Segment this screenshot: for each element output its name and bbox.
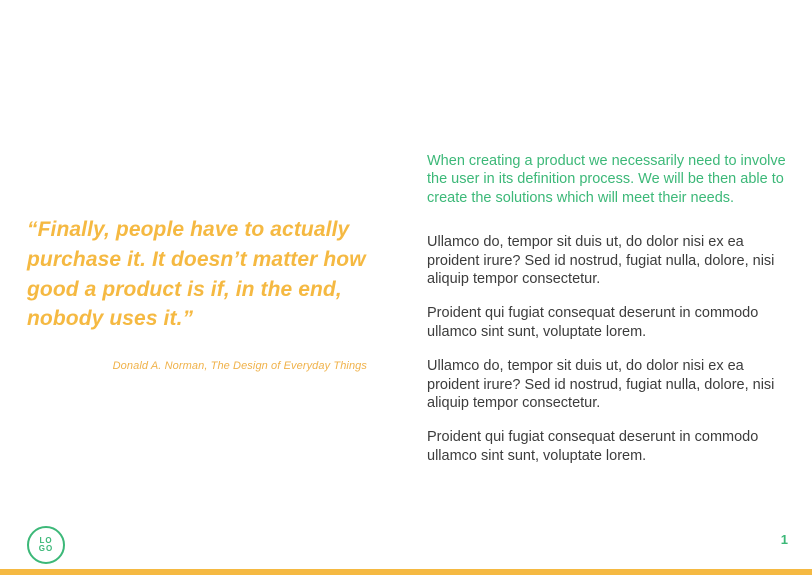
page-number: 1 (780, 532, 788, 547)
bottom-accent-bar (0, 569, 812, 575)
lead-paragraph: When creating a product we necessarily need to involve the user in its definition process. We will be then able to create the solutions which will meet their needs. (427, 153, 786, 206)
logo-line-1: LO (39, 535, 53, 545)
logo (27, 526, 65, 564)
logo-line-2: GO (38, 544, 54, 553)
body-paragraph-3: Ullamco do, tempor sit duis ut, do dolor nisi ex ea proident irure? Sed id nostrud, fugiat nulla, dolore, nisi aliquip tempor consectetur. (427, 358, 775, 412)
content-block (427, 152, 787, 465)
quote-block (27, 215, 367, 372)
quote-text: “Finally, people have to actually purchase it. It doesn’t matter how good a product is if, in the end, nobody uses it.” (27, 218, 366, 331)
body-paragraph-2: Proident qui fugiat consequat deserunt in commodo ullamco sint sunt, voluptate lorem. (427, 305, 759, 340)
quote-attribution: Donald A. Norman, The Design of Everyday Things (112, 360, 367, 373)
body-paragraph-1: Ullamco do, tempor sit duis ut, do dolor nisi ex ea proident irure? Sed id nostrud, fugiat nulla, dolore, nisi aliquip tempor consectetur. (427, 234, 775, 288)
body-paragraph-4: Proident qui fugiat consequat deserunt in commodo ullamco sint sunt, voluptate lorem. (427, 429, 759, 464)
